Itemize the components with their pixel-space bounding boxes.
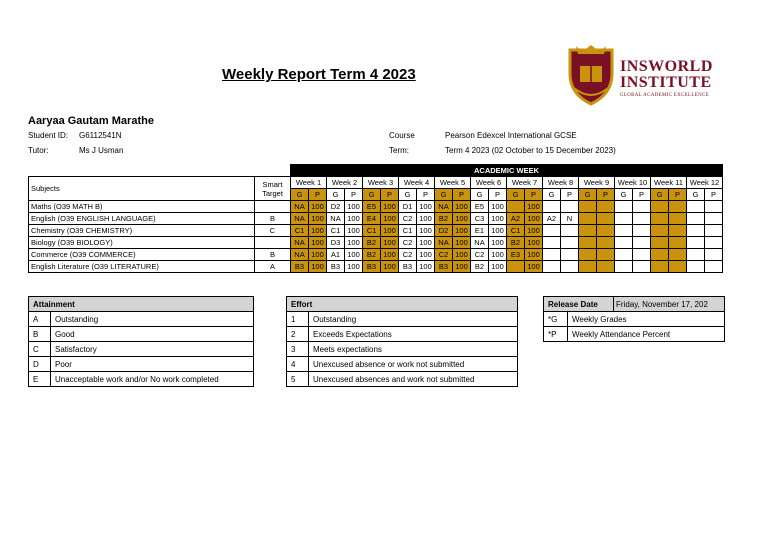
smart-target (255, 237, 291, 249)
grade-cell: NA (291, 249, 309, 261)
legend-row: 1 Outstanding (287, 312, 518, 327)
grade-cell: NA (291, 237, 309, 249)
grade-cell (507, 261, 525, 273)
grade-subheader: G (399, 189, 417, 201)
grade-subheader: G (327, 189, 345, 201)
percent-cell: 100 (525, 261, 543, 273)
grade-cell: C2 (399, 213, 417, 225)
student-id-label: Student ID: (28, 131, 69, 140)
percent-cell (633, 249, 651, 261)
percent-cell: 100 (381, 213, 399, 225)
grade-cell: D2 (327, 201, 345, 213)
term-value: Term 4 2023 (02 October to 15 December 2023) (445, 146, 616, 155)
grade-cell (651, 225, 669, 237)
grade-cell: D1 (399, 201, 417, 213)
subject-name: Chemistry (O39 CHEMISTRY) (29, 225, 255, 237)
legend-row: C Satisfactory (29, 342, 254, 357)
percent-cell (633, 237, 651, 249)
grade-cell (615, 201, 633, 213)
effort-legend (286, 296, 518, 387)
week-header: Week 2 (327, 177, 363, 189)
week-header: Week 7 (507, 177, 543, 189)
percent-cell: 100 (309, 249, 327, 261)
percent-cell: 100 (489, 237, 507, 249)
percent-cell: 100 (417, 201, 435, 213)
logo-line-1: INSWORLD (620, 58, 713, 75)
percent-cell: 100 (489, 201, 507, 213)
grade-subheader: G (471, 189, 489, 201)
subject-name: Biology (O39 BIOLOGY) (29, 237, 255, 249)
table-row (29, 261, 723, 273)
percent-cell (561, 261, 579, 273)
percent-cell (669, 225, 687, 237)
grade-cell: C2 (399, 237, 417, 249)
grade-cell: E4 (363, 213, 381, 225)
grade-cell (579, 261, 597, 273)
release-date-label: Release Date (544, 297, 614, 312)
percent-cell (705, 261, 723, 273)
week-header: Week 10 (615, 177, 651, 189)
grade-cell: A2 (543, 213, 561, 225)
grade-cell (615, 225, 633, 237)
table-row (29, 249, 723, 261)
week-header: Week 9 (579, 177, 615, 189)
grade-cell (687, 249, 705, 261)
percent-cell (597, 261, 615, 273)
grade-cell: D2 (435, 225, 453, 237)
legend-row: 4 Unexcused absence or work not submitted (287, 357, 518, 372)
week-header: Week 4 (399, 177, 435, 189)
percent-cell: 100 (345, 249, 363, 261)
percent-cell: 100 (309, 213, 327, 225)
percent-cell (633, 261, 651, 273)
grade-cell: NA (435, 201, 453, 213)
percent-cell: 100 (489, 225, 507, 237)
subject-name: Maths (O39 MATH B) (29, 201, 255, 213)
percent-cell (705, 213, 723, 225)
grade-cell: C1 (327, 225, 345, 237)
week-header: Week 6 (471, 177, 507, 189)
percent-cell: 100 (309, 261, 327, 273)
percent-cell (669, 249, 687, 261)
grade-cell: B3 (291, 261, 309, 273)
term-label: Term: (389, 146, 409, 155)
grade-cell: A1 (327, 249, 345, 261)
percent-cell (561, 225, 579, 237)
percent-subheader: P (309, 189, 327, 201)
legend-row: *P Weekly Attendance Percent (544, 327, 725, 342)
grade-cell: C2 (471, 249, 489, 261)
week-header: Week 8 (543, 177, 579, 189)
grade-cell: B3 (363, 261, 381, 273)
percent-cell (561, 201, 579, 213)
percent-cell: 100 (309, 237, 327, 249)
percent-cell: 100 (525, 225, 543, 237)
table-row (29, 201, 723, 213)
tutor-value: Ms J Usman (79, 146, 124, 155)
grades-table (28, 164, 723, 273)
release-legend (543, 296, 725, 342)
week-header: Week 12 (687, 177, 723, 189)
legend-row: 2 Exceeds Expectations (287, 327, 518, 342)
grade-cell: A2 (507, 213, 525, 225)
grade-cell (651, 201, 669, 213)
grade-subheader: G (291, 189, 309, 201)
grade-cell (651, 213, 669, 225)
percent-cell (597, 201, 615, 213)
grade-subheader: G (579, 189, 597, 201)
smart-target: C (255, 225, 291, 237)
release-date-value: Friday, November 17, 202 (614, 297, 725, 312)
legend-row: 3 Meets expectations (287, 342, 518, 357)
grade-cell (579, 225, 597, 237)
percent-subheader: P (561, 189, 579, 201)
percent-cell (597, 213, 615, 225)
grade-cell (687, 237, 705, 249)
legend-row: B Good (29, 327, 254, 342)
percent-cell (705, 201, 723, 213)
percent-cell: 100 (417, 249, 435, 261)
course-value: Pearson Edexcel International GCSE (445, 131, 577, 140)
attainment-legend (28, 296, 254, 387)
percent-subheader: P (417, 189, 435, 201)
percent-cell (633, 213, 651, 225)
logo-line-2: INSTITUTE (620, 74, 712, 91)
smart-target: A (255, 261, 291, 273)
percent-cell (561, 237, 579, 249)
grade-cell (615, 237, 633, 249)
grade-cell: B2 (363, 237, 381, 249)
percent-cell (705, 237, 723, 249)
percent-cell: 100 (345, 213, 363, 225)
week-header: Week 1 (291, 177, 327, 189)
percent-subheader: P (345, 189, 363, 201)
grade-cell (543, 237, 561, 249)
percent-cell (597, 237, 615, 249)
grade-cell: B2 (471, 261, 489, 273)
grade-cell: C2 (399, 249, 417, 261)
grade-cell (543, 201, 561, 213)
percent-cell: 100 (345, 225, 363, 237)
smart-target: B (255, 249, 291, 261)
grade-cell: E3 (507, 249, 525, 261)
percent-cell: 100 (417, 225, 435, 237)
grade-cell (687, 261, 705, 273)
grade-cell (615, 261, 633, 273)
grade-subheader: G (363, 189, 381, 201)
grade-cell: B2 (507, 237, 525, 249)
percent-cell: 100 (381, 201, 399, 213)
legend-row: D Poor (29, 357, 254, 372)
logo-tagline: GLOBAL ACADEMIC EXCELLENCE (620, 93, 709, 98)
percent-cell: 100 (489, 249, 507, 261)
percent-cell: 100 (381, 237, 399, 249)
grade-cell: C2 (435, 249, 453, 261)
grade-cell: NA (471, 237, 489, 249)
percent-cell: 100 (525, 201, 543, 213)
course-label: Course (389, 131, 415, 140)
grade-cell (579, 237, 597, 249)
grade-cell (687, 213, 705, 225)
grade-cell (543, 261, 561, 273)
percent-cell: 100 (345, 201, 363, 213)
grade-cell: B2 (363, 249, 381, 261)
grade-cell: C1 (363, 225, 381, 237)
week-header: Week 11 (651, 177, 687, 189)
percent-cell: 100 (381, 225, 399, 237)
percent-cell: 100 (525, 249, 543, 261)
percent-cell: 100 (489, 213, 507, 225)
percent-subheader: P (489, 189, 507, 201)
percent-subheader: P (453, 189, 471, 201)
legend-row: E Unacceptable work and/or No work completed (29, 372, 254, 387)
percent-subheader: P (381, 189, 399, 201)
percent-cell: 100 (525, 213, 543, 225)
grade-cell: B3 (435, 261, 453, 273)
crest-icon (566, 44, 616, 106)
percent-cell: 100 (309, 201, 327, 213)
grade-subheader: G (651, 189, 669, 201)
grade-cell (507, 201, 525, 213)
grade-cell: C1 (291, 225, 309, 237)
student-id-value: G6112541N (79, 131, 122, 140)
percent-cell: 100 (381, 249, 399, 261)
percent-cell (597, 225, 615, 237)
grade-cell (579, 213, 597, 225)
grade-cell: B3 (399, 261, 417, 273)
percent-cell (705, 249, 723, 261)
student-name: Aaryaa Gautam Marathe (28, 115, 154, 127)
legend-row: 5 Unexcused absences and work not submitted (287, 372, 518, 387)
attainment-header: Attainment (29, 297, 254, 312)
percent-cell: N (561, 213, 579, 225)
percent-cell (597, 249, 615, 261)
grade-cell (579, 249, 597, 261)
grade-cell (687, 201, 705, 213)
academic-week-header: ACADEMIC WEEK (291, 165, 723, 177)
legend-row: *G Weekly Grades (544, 312, 725, 327)
percent-subheader: P (669, 189, 687, 201)
table-row (29, 225, 723, 237)
grade-subheader: G (435, 189, 453, 201)
percent-subheader: P (633, 189, 651, 201)
tutor-label: Tutor: (28, 146, 49, 155)
grade-cell (651, 237, 669, 249)
percent-cell: 100 (417, 213, 435, 225)
grade-subheader: G (687, 189, 705, 201)
grade-cell: C1 (399, 225, 417, 237)
percent-cell: 100 (453, 237, 471, 249)
report-title: Weekly Report Term 4 2023 (222, 66, 416, 83)
grade-cell: E1 (471, 225, 489, 237)
week-header: Week 5 (435, 177, 471, 189)
grade-cell (615, 249, 633, 261)
grade-cell: C3 (471, 213, 489, 225)
smart-target-header: Smart Target (255, 177, 291, 201)
grade-cell (651, 261, 669, 273)
grade-cell: E5 (471, 201, 489, 213)
grade-cell: B3 (327, 261, 345, 273)
percent-cell: 100 (453, 213, 471, 225)
percent-cell: 100 (453, 225, 471, 237)
smart-target: B (255, 213, 291, 225)
percent-cell (561, 249, 579, 261)
percent-subheader: P (705, 189, 723, 201)
percent-cell: 100 (345, 237, 363, 249)
subject-name: English (O39 ENGLISH LANGUAGE) (29, 213, 255, 225)
grade-subheader: G (543, 189, 561, 201)
grade-cell: NA (291, 201, 309, 213)
subject-name: Commerce (O39 COMMERCE) (29, 249, 255, 261)
grade-cell: NA (435, 237, 453, 249)
percent-cell (633, 201, 651, 213)
grade-cell (651, 249, 669, 261)
percent-cell (669, 201, 687, 213)
percent-cell: 100 (489, 261, 507, 273)
percent-cell: 100 (345, 261, 363, 273)
percent-cell (705, 225, 723, 237)
effort-header: Effort (287, 297, 518, 312)
percent-cell (669, 213, 687, 225)
percent-cell (633, 225, 651, 237)
percent-cell: 100 (417, 261, 435, 273)
grade-subheader: G (507, 189, 525, 201)
grade-cell (579, 201, 597, 213)
smart-target (255, 201, 291, 213)
percent-cell: 100 (525, 237, 543, 249)
week-header: Week 3 (363, 177, 399, 189)
legend-row: A Outstanding (29, 312, 254, 327)
percent-cell: 100 (453, 201, 471, 213)
percent-cell: 100 (309, 225, 327, 237)
percent-cell: 100 (381, 261, 399, 273)
grade-cell (615, 213, 633, 225)
percent-cell (669, 237, 687, 249)
subjects-header: Subjects (29, 177, 255, 201)
grade-cell (687, 225, 705, 237)
percent-subheader: P (525, 189, 543, 201)
grade-cell (543, 225, 561, 237)
table-row (29, 237, 723, 249)
grade-cell (543, 249, 561, 261)
percent-cell: 100 (453, 249, 471, 261)
subject-name: English Literature (O39 LITERATURE) (29, 261, 255, 273)
grade-cell: E5 (363, 201, 381, 213)
grade-cell: NA (291, 213, 309, 225)
grade-cell: B2 (435, 213, 453, 225)
percent-cell: 100 (417, 237, 435, 249)
grade-cell: D3 (327, 237, 345, 249)
grade-cell: C1 (507, 225, 525, 237)
grade-subheader: G (615, 189, 633, 201)
percent-cell: 100 (453, 261, 471, 273)
percent-subheader: P (597, 189, 615, 201)
percent-cell (669, 261, 687, 273)
grade-cell: NA (327, 213, 345, 225)
table-row (29, 213, 723, 225)
